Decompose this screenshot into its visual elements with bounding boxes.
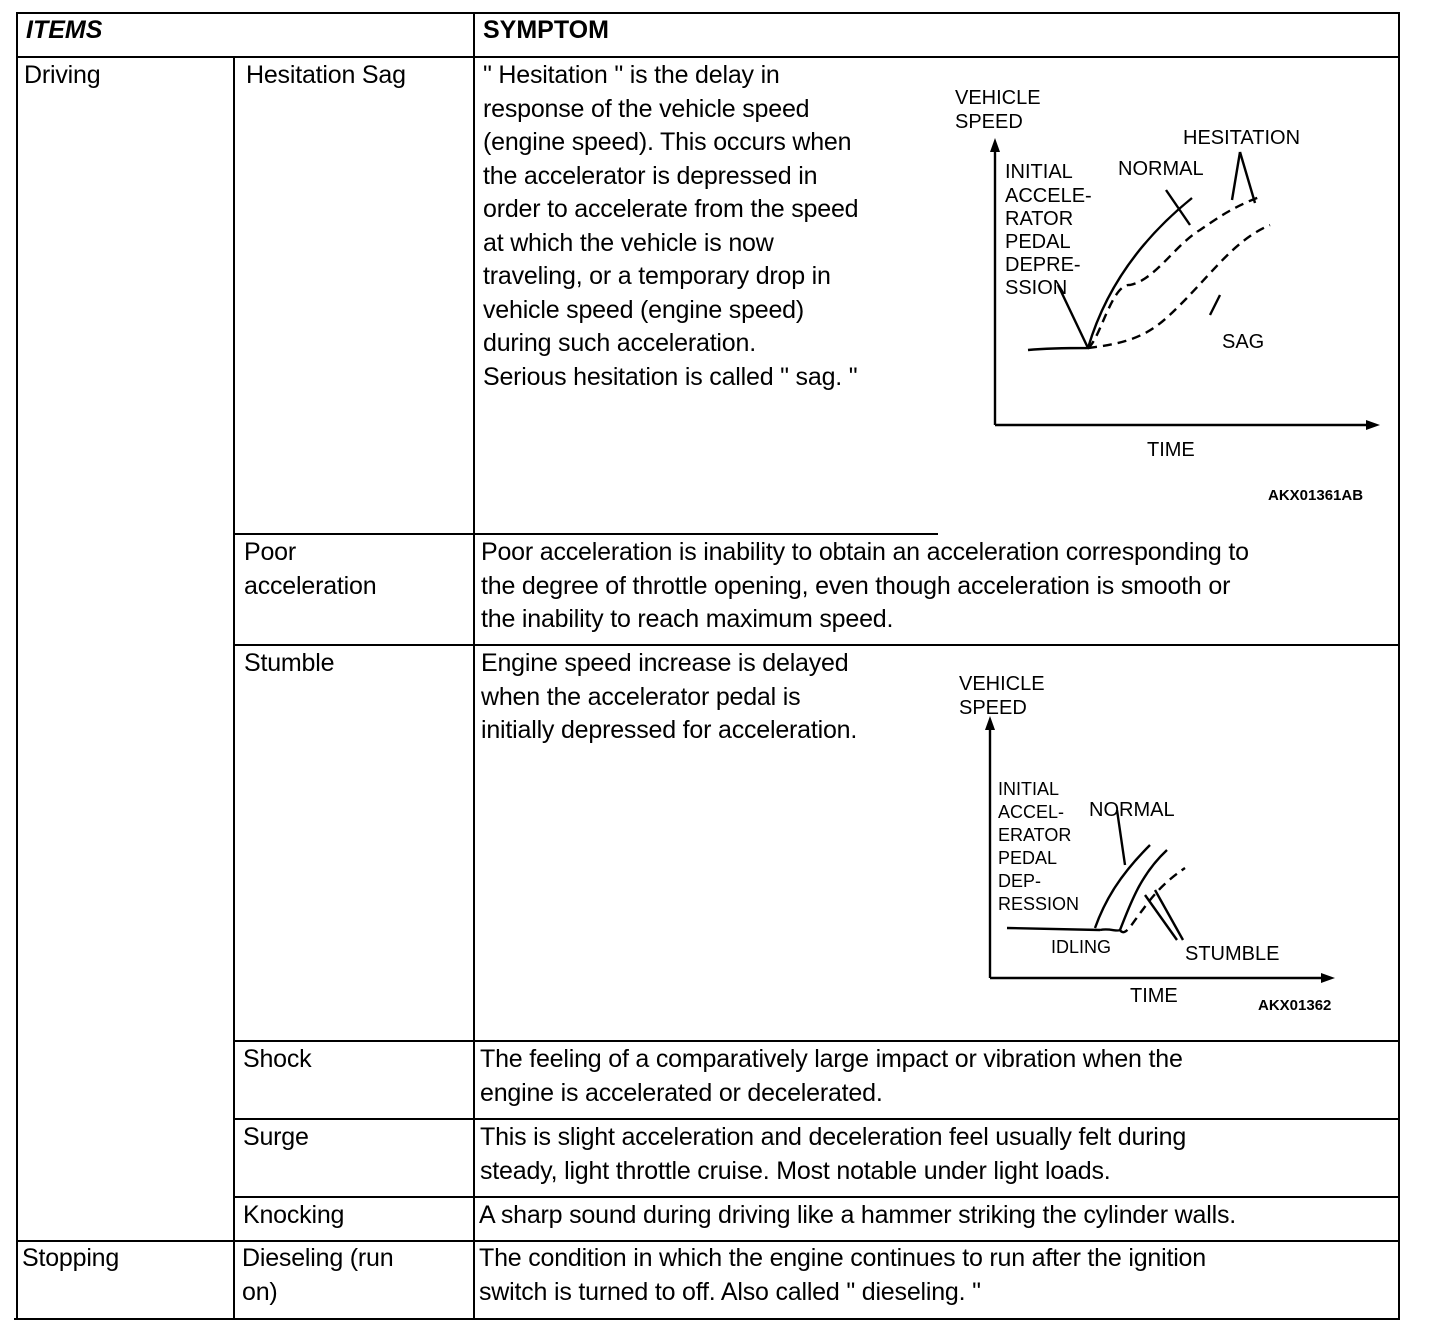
item-shock: Shock bbox=[243, 1045, 312, 1073]
normal-label: NORMAL bbox=[1118, 158, 1204, 180]
leader bbox=[1232, 152, 1240, 200]
table-border-right bbox=[1398, 12, 1400, 1320]
row-divider bbox=[233, 1040, 1400, 1042]
leader bbox=[1210, 295, 1220, 315]
y-axis-arrow bbox=[990, 138, 1000, 152]
y-label-2: SPEED bbox=[955, 111, 1023, 133]
initial-label-2: ACCEL- bbox=[998, 802, 1065, 822]
item-poor-acceleration: Poor acceleration bbox=[244, 538, 377, 600]
item-knocking: Knocking bbox=[243, 1201, 345, 1229]
table-border-left bbox=[16, 12, 18, 1320]
y-label-1: VEHICLE bbox=[955, 87, 1041, 109]
symptom-surge: This is slight acceleration and deceleration feel usually felt during steady, light throttle cruise. Most notable under light loads. bbox=[480, 1123, 1187, 1185]
y-label-1: VEHICLE bbox=[959, 673, 1045, 695]
table-border-top bbox=[16, 12, 1400, 14]
hesitation-label: HESITATION bbox=[1183, 127, 1301, 149]
figure-code: AKX01361AB bbox=[1268, 487, 1364, 504]
initial-label-5: DEP- bbox=[998, 871, 1042, 891]
stumble-curve-2 bbox=[1120, 868, 1185, 932]
initial-label-4: PEDAL bbox=[998, 848, 1058, 868]
row-divider bbox=[233, 533, 938, 535]
symptom-hesitation-sag: " Hesitation " is the delay in response of the vehicle speed (engine speed). This occurs when the accelerator is depressed in order to accelerate from the speed at which the vehicle is now traveling, or a temporary drop in vehicle speed (engine speed) during such acceleration. Serious hesitation is called " sag. " bbox=[483, 61, 859, 391]
item-hesitation-sag: Hesitation Sag bbox=[246, 61, 406, 89]
initial-label-2: ACCELE- bbox=[1005, 185, 1092, 207]
x-axis-arrow bbox=[1321, 973, 1335, 983]
initial-label-3: ERATOR bbox=[998, 825, 1072, 845]
normal-label: NORMAL bbox=[1089, 799, 1175, 821]
initial-label-6: SSION bbox=[1005, 277, 1068, 299]
figure-code: AKX01362 bbox=[1258, 997, 1332, 1014]
row-divider bbox=[233, 1196, 1400, 1198]
leader bbox=[1166, 190, 1190, 225]
row-divider bbox=[233, 1118, 1400, 1120]
x-label: TIME bbox=[1130, 985, 1178, 1007]
row-divider bbox=[233, 644, 1400, 646]
group-driving: Driving bbox=[24, 61, 101, 89]
column-divider-symptom bbox=[473, 12, 475, 1320]
symptom-poor-acceleration: Poor acceleration is inability to obtain an acceleration corresponding to the degree of throttle opening, even though acceleration is smooth or the inability to reach maximum speed. bbox=[481, 538, 1249, 633]
symptom-dieseling: The condition in which the engine continues to run after the ignition switch is turned to off. Also called " dieseling. " bbox=[479, 1244, 1206, 1306]
hesitation-curve bbox=[1088, 196, 1262, 348]
sag-label: SAG bbox=[1222, 331, 1265, 353]
symptom-knocking: A sharp sound during driving like a hammer striking the cylinder walls. bbox=[479, 1201, 1236, 1229]
normal-curve bbox=[1095, 845, 1150, 928]
stumble-label: STUMBLE bbox=[1185, 943, 1280, 965]
symptom-stumble: Engine speed increase is delayed when the accelerator pedal is initially depressed for acceleration. bbox=[481, 649, 858, 744]
initial-label-1: INITIAL bbox=[998, 779, 1060, 799]
column-divider-items bbox=[233, 58, 235, 1320]
initial-label-5: DEPRE- bbox=[1005, 254, 1081, 276]
initial-label-4: PEDAL bbox=[1005, 231, 1071, 253]
stumble-figure bbox=[945, 660, 1365, 1020]
item-stumble: Stumble bbox=[244, 649, 335, 677]
leader bbox=[1240, 152, 1255, 203]
initial-label-3: RATOR bbox=[1005, 208, 1074, 230]
x-axis-arrow bbox=[1366, 420, 1380, 430]
header-symptom: SYMPTOM bbox=[483, 16, 609, 44]
item-dieseling: Dieseling (run on) bbox=[242, 1244, 394, 1306]
header-divider bbox=[16, 56, 1400, 58]
initial-label-6: RESSION bbox=[998, 894, 1080, 914]
idling-line bbox=[1007, 928, 1100, 930]
header-items: ITEMS bbox=[26, 16, 103, 44]
symptom-shock: The feeling of a comparatively large impact or vibration when the engine is accelerated or decelerated. bbox=[480, 1045, 1183, 1107]
hesitation-sag-figure bbox=[940, 80, 1380, 520]
group-stopping: Stopping bbox=[22, 1244, 120, 1272]
idling-label: IDLING bbox=[1051, 937, 1112, 957]
x-label: TIME bbox=[1147, 439, 1195, 461]
y-label-2: SPEED bbox=[959, 697, 1027, 719]
table-border-bottom bbox=[14, 1318, 1398, 1320]
initial-label-1: INITIAL bbox=[1005, 161, 1073, 183]
item-surge: Surge bbox=[243, 1123, 309, 1151]
